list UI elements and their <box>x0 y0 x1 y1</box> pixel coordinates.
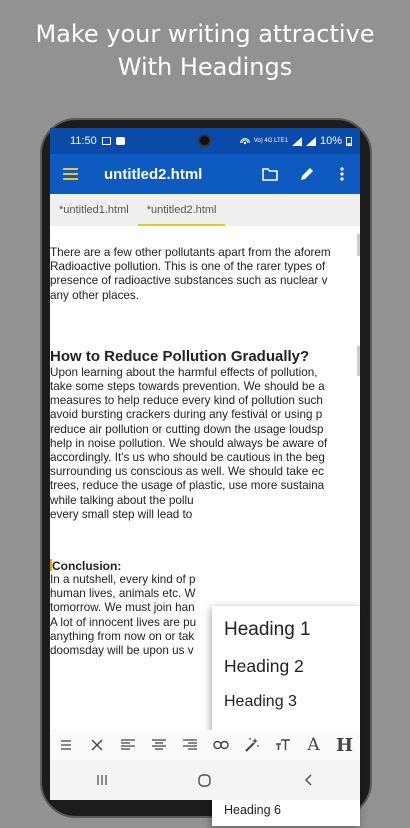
status-time: 11:50 <box>70 135 97 147</box>
tab-untitled2[interactable]: *untitled2.html <box>138 194 226 226</box>
text-line: There are a few other pollutants apart from the aforem <box>50 246 331 259</box>
clear-format-icon[interactable] <box>81 730 112 760</box>
edit-icon[interactable] <box>288 154 324 194</box>
text-line: A lot of innocent lives are pu <box>50 615 197 629</box>
list-icon[interactable] <box>50 730 81 760</box>
magic-wand-icon[interactable] <box>236 730 267 760</box>
text-line: presence of radioactive substances such as nuclear v <box>50 274 328 288</box>
app-bar <box>50 154 360 194</box>
message-icon <box>116 137 125 145</box>
menu-icon[interactable] <box>50 154 90 194</box>
link-icon[interactable] <box>205 730 236 760</box>
format-toolbar <box>50 730 360 760</box>
folder-icon[interactable] <box>252 154 288 194</box>
text-line: doomsday will be upon us v <box>50 644 194 658</box>
text-line: trees, reduce the usage of plastic, use more sustaina <box>50 479 325 493</box>
text-size-icon[interactable] <box>267 730 298 760</box>
text-line: In a nutshell, every kind of p <box>50 573 196 587</box>
text-line: reduce air pollution or cutting down the usage loudsp <box>50 422 324 436</box>
signal-icon <box>292 137 302 146</box>
document-title: untitled2.html <box>104 165 203 183</box>
back-icon[interactable] <box>278 760 338 800</box>
text-line: measures to help reduce every kind of pollution such <box>50 394 323 408</box>
heading-2-option[interactable]: Heading 2 <box>224 656 304 676</box>
text-line: Radioactive pollution. This is one of the rarer types of <box>50 260 326 274</box>
system-nav-bar <box>50 760 360 800</box>
signal-icon-2 <box>306 137 316 146</box>
heading-1-option[interactable]: Heading 1 <box>224 619 311 640</box>
text-line: surrounding us conscious as well. We should take ec <box>50 465 324 479</box>
align-left-icon[interactable] <box>112 730 143 760</box>
battery-level: 10% <box>319 135 342 147</box>
text-line: human lives, animals etc. W <box>50 587 196 601</box>
text-line: Upon learning about the harmful effects of pollution, <box>50 365 318 379</box>
heading-icon[interactable]: H <box>335 734 353 756</box>
promo-line-2: With Headings <box>117 53 293 81</box>
text-line: help in noise pollution. We should always be aware of <box>50 436 328 450</box>
front-camera <box>198 134 211 147</box>
text-line: take some steps towards prevention. We should be a <box>50 380 325 394</box>
font-icon[interactable]: A <box>307 735 320 755</box>
text-line: every small step will lead to <box>50 507 193 521</box>
conclusion-heading: Conclusion: <box>52 559 122 574</box>
battery-icon <box>346 136 352 146</box>
text-line: avoid bursting crackers during any festival or using p <box>50 408 323 422</box>
network-label: Vo) 4G LTE1 <box>253 138 288 144</box>
heading-3-option[interactable]: Heading 3 <box>224 693 297 710</box>
promo-banner <box>0 18 410 84</box>
text-line: tomorrow. We must join han <box>50 601 195 615</box>
recent-apps-icon[interactable] <box>72 760 132 800</box>
status-bar <box>50 128 360 154</box>
editor-area[interactable] <box>50 226 360 817</box>
document-body <box>50 246 360 658</box>
text-line: accordingly. It's us who should be cautious in the beg <box>50 451 325 465</box>
tab-untitled1[interactable]: *untitled1.html <box>59 204 129 216</box>
text-line: any other places. <box>50 288 140 302</box>
gallery-icon <box>102 137 111 145</box>
home-icon[interactable] <box>175 760 235 800</box>
text-line: while talking about the pollu <box>50 493 194 507</box>
text-line: anything from now on or tak <box>50 629 195 643</box>
align-center-icon[interactable] <box>143 730 174 760</box>
more-vert-icon[interactable] <box>324 154 360 194</box>
hotspot-icon <box>240 137 250 146</box>
app-screen <box>50 128 360 817</box>
heading-6-option[interactable]: Heading 6 <box>224 803 281 817</box>
promo-line-1: Make your writing attractive <box>35 20 375 48</box>
document-heading: How to Reduce Pollution Gradually? <box>50 347 310 365</box>
file-tabs <box>50 194 360 226</box>
align-right-icon[interactable] <box>174 730 205 760</box>
